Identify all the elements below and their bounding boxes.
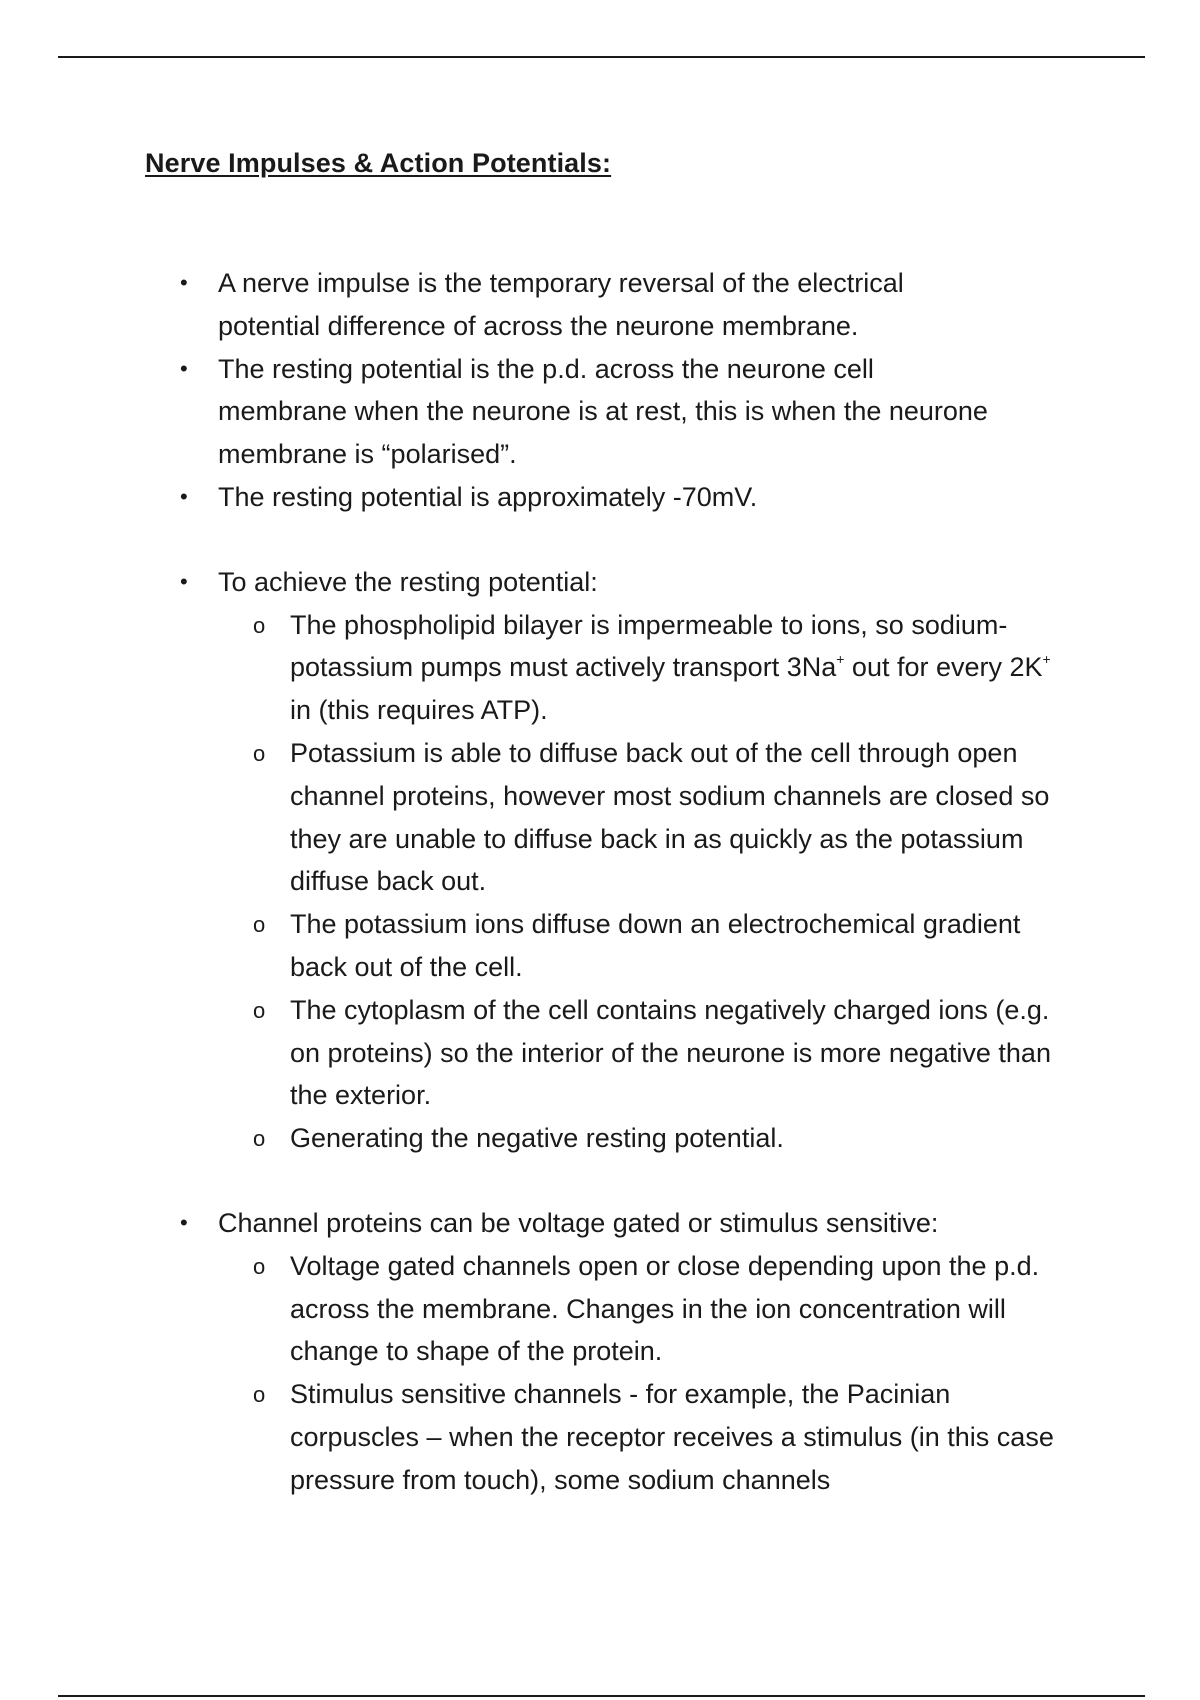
bullet-icon: •	[180, 355, 188, 381]
bullet-item	[0, 348, 998, 476]
bullet-text: To achieve the resting potential:	[218, 566, 598, 597]
paragraph-gap	[0, 519, 1200, 561]
sub-bullet-text: Stimulus sensitive channels - for example, the Pacinian corpuscles – when the receptor receives a stimulus (in this case pressure from touch), some sodium channels	[290, 1379, 1054, 1495]
sub-bullet-icon: o	[253, 912, 266, 938]
bullet-item	[0, 476, 998, 519]
bullet-item	[0, 1202, 998, 1245]
bullet-text: Channel proteins can be voltage gated or stimulus sensitive:	[218, 1207, 939, 1238]
sub-bullet-item	[0, 1245, 1060, 1373]
bullet-text: The resting potential is approximately -70mV.	[218, 481, 758, 512]
sub-bullet-icon: o	[253, 1382, 266, 1408]
bullet-icon: •	[180, 568, 188, 594]
bullet-item	[0, 262, 998, 348]
document-body	[0, 262, 1200, 1502]
superscript-charge: +	[836, 651, 845, 668]
sub-bullet-item	[0, 1373, 1060, 1501]
header-rule	[58, 56, 1145, 58]
sub-bullet-item	[0, 1117, 1060, 1160]
paragraph-gap	[0, 1160, 1200, 1202]
sub-bullet-icon: o	[253, 1126, 266, 1152]
bullet-icon: •	[180, 483, 188, 509]
sub-bullet-text: Potassium is able to diffuse back out of the cell through open channel proteins, however most sodium channels are closed so they are unable to diffuse back in as quickly as the potassium diffuse back out.	[290, 737, 1050, 897]
bullet-item	[0, 561, 998, 604]
page-title: Nerve Impulses & Action Potentials:	[145, 148, 612, 178]
bullet-icon: •	[180, 270, 188, 295]
sub-bullet-item	[0, 989, 1060, 1117]
sub-bullet-icon: o	[253, 997, 266, 1023]
sub-bullet-item	[0, 604, 1060, 732]
sub-bullet-text: The cytoplasm of the cell contains negatively charged ions (e.g. on proteins) so the interior of the neurone is more negative than the exterior.	[290, 994, 1051, 1111]
sub-bullet-icon: o	[253, 1253, 266, 1279]
sub-bullet-text: The phospholipid bilayer is impermeable to ions, so sodium-potassium pumps must actively transport 3Na+ out for every 2K+ in (this requires ATP).	[290, 609, 1051, 726]
sub-bullet-item	[0, 903, 1060, 989]
sub-bullet-text: Generating the negative resting potential.	[290, 1123, 784, 1154]
bullet-text: The resting potential is the p.d. across the neurone cell membrane when the neurone is at rest, this is when the neurone membrane is “polarised”.	[218, 353, 988, 470]
sub-bullet-item	[0, 732, 1060, 903]
bullet-text: A nerve impulse is the temporary reversal of the electrical potential difference of across the neurone membrane.	[218, 268, 904, 341]
sub-bullet-icon: o	[253, 612, 266, 638]
sub-bullet-text: The potassium ions diffuse down an electrochemical gradient back out of the cell.	[290, 909, 1021, 982]
superscript-charge: +	[1042, 651, 1051, 668]
bullet-icon: •	[180, 1209, 188, 1235]
sub-bullet-icon: o	[253, 740, 266, 766]
sub-bullet-text: Voltage gated channels open or close depending upon the p.d. across the membrane. Changes in the ion concentration will change to shape of the protein.	[290, 1250, 1040, 1367]
footer-rule	[58, 1695, 1145, 1697]
